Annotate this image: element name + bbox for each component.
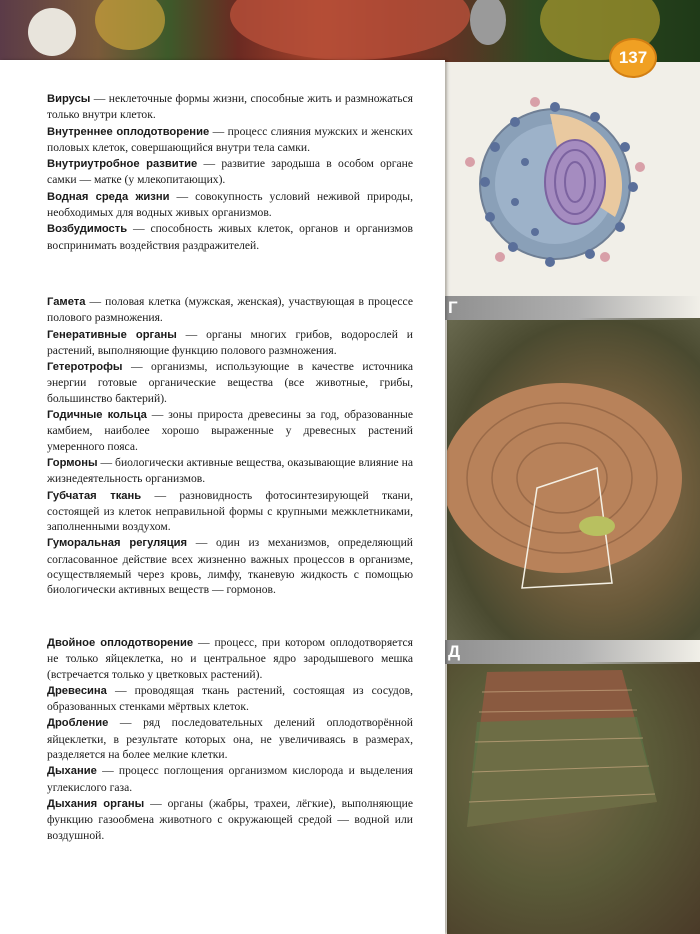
section-letter-g: Г xyxy=(448,298,458,317)
glossary-definition: — совокупность условий неживой природы, необходимых для водных живых организмов. xyxy=(47,189,413,220)
glossary-term: Вирусы xyxy=(47,93,91,105)
glossary-entry xyxy=(47,91,413,123)
virus-illustration xyxy=(455,92,655,277)
glossary-term: Гуморальная регуляция xyxy=(47,537,188,550)
tree-stump-photo xyxy=(447,318,700,640)
glossary-definition: — органы многих грибов, водорослей и растений, выполняющие функцию полового размножения. xyxy=(47,327,413,357)
glossary-definition: — органы (жабры, трахеи, лёгкие), выполняющие функцию газообмена животного с окружающей средой — водной или воздушной. xyxy=(47,796,413,842)
decor-shape xyxy=(95,0,165,50)
glossary-term: Губчатая ткань xyxy=(47,489,142,502)
glossary-definition: — проводящая ткань растений, состоящая из сосудов, образованных стенками мёртвых клеток. xyxy=(47,683,413,714)
glossary-entry xyxy=(47,156,413,188)
page-number: 137 xyxy=(609,38,657,78)
glossary-definition: — организмы, использующие в качестве источника энергии готовые органические вещества (все животные, грибы, большинство бактерий). xyxy=(47,360,413,405)
glossary-entry xyxy=(47,407,413,454)
glossary-term: Водная среда жизни xyxy=(47,190,170,203)
decor-shape xyxy=(470,0,506,45)
section-letter-bar-g xyxy=(430,296,700,320)
glossary-term: Внутриутробное развитие xyxy=(47,158,198,171)
decor-shape xyxy=(230,0,470,60)
wood-cross-section-illustration xyxy=(447,662,700,934)
glossary-definition: — способность живых клеток, органов и организмов воспринимать воздействия раздражителей. xyxy=(47,222,413,252)
glossary-term: Годичные кольца xyxy=(47,409,147,422)
glossary-entry xyxy=(47,359,413,406)
glossary-definition: — развитие зародыша в особом органе самки — матке (у млекопитающих). xyxy=(47,157,414,187)
glossary-entry xyxy=(47,796,413,843)
owl-illustration xyxy=(28,8,76,56)
glossary-definition: — половая клетка (мужская, женская), участвующая в процессе полового размножения. xyxy=(47,295,413,325)
glossary-definition: — биологически активные вещества, оказывающие влияние на жизнедеятельность организмов. xyxy=(47,455,413,486)
glossary-entry xyxy=(47,189,413,221)
glossary-entry xyxy=(47,221,413,253)
section-letter-bar-d xyxy=(430,640,700,664)
glossary-entry xyxy=(47,635,413,682)
glossary-definition: — разновидность фотосинтезирующей ткани, состоящей из клеток неправильной формы с крупными межклетниками, заполненными воздухом. xyxy=(47,488,413,534)
glossary-term: Генеративные органы xyxy=(47,328,177,341)
tree-rings-illustration xyxy=(447,318,700,640)
glossary-entry xyxy=(47,715,413,762)
glossary-definition: — процесс, при котором оплодотворяется не только яйцеклетка, но и центральное ядро зародышевого мешка (встречается только у цветковых растений). xyxy=(47,636,414,681)
glossary-term: Двойное оплодотворение xyxy=(47,637,194,649)
glossary-entry xyxy=(47,763,413,795)
glossary-term: Дыхание xyxy=(47,765,97,778)
glossary-section-v xyxy=(47,91,413,254)
glossary-definition: — процесс поглощения организмом кислорода и выделения углекислого газа. xyxy=(47,764,413,794)
glossary-term: Гормоны xyxy=(47,456,98,469)
glossary-term: Дыхания органы xyxy=(47,797,145,810)
glossary-definition: — один из механизмов, определяющий согласованное действие всех жизненно важных процессов в организме, осуществляемый через кровь, лимфу, тканевую жидкость с помощью биологически активных веществ — гормонов. xyxy=(47,536,413,597)
glossary-term: Дробление xyxy=(47,717,109,730)
glossary-entry xyxy=(47,327,413,359)
glossary-term: Гамета xyxy=(47,296,86,308)
glossary-entry xyxy=(47,124,413,156)
glossary-section-d xyxy=(47,635,413,844)
glossary-term: Внутреннее оплодотворение xyxy=(47,125,210,138)
glossary-definition: — ряд последовательных делений оплодотворённой яйцеклетки, в результате которых она, не увеличиваясь в размерах, разделяется на более мелкие клетки. xyxy=(47,716,413,762)
top-decorative-band xyxy=(0,0,700,62)
glossary-entry xyxy=(47,488,413,535)
glossary-definition: — зоны прироста древесины за год, образованные камбием, наиболее хорошо выраженные у древесных растений умеренного пояса. xyxy=(47,408,413,453)
section-letter-d: Д xyxy=(448,642,461,661)
glossary-section-g xyxy=(47,294,413,599)
glossary-term: Древесина xyxy=(47,684,107,697)
glossary-entry xyxy=(47,683,413,715)
glossary-definition: — неклеточные формы жизни, способные жить и размножаться только внутри клеток. xyxy=(47,92,413,122)
glossary-entry xyxy=(47,455,413,487)
glossary-definition: — процесс слияния мужских и женских половых клеток, совершающийся внутри тела самки. xyxy=(47,124,413,154)
glossary-term: Возбудимость xyxy=(47,223,128,236)
glossary-entry xyxy=(47,535,413,597)
glossary-term: Гетеротрофы xyxy=(47,361,123,374)
glossary-entry xyxy=(47,294,413,326)
wood-section-photo xyxy=(447,662,700,934)
